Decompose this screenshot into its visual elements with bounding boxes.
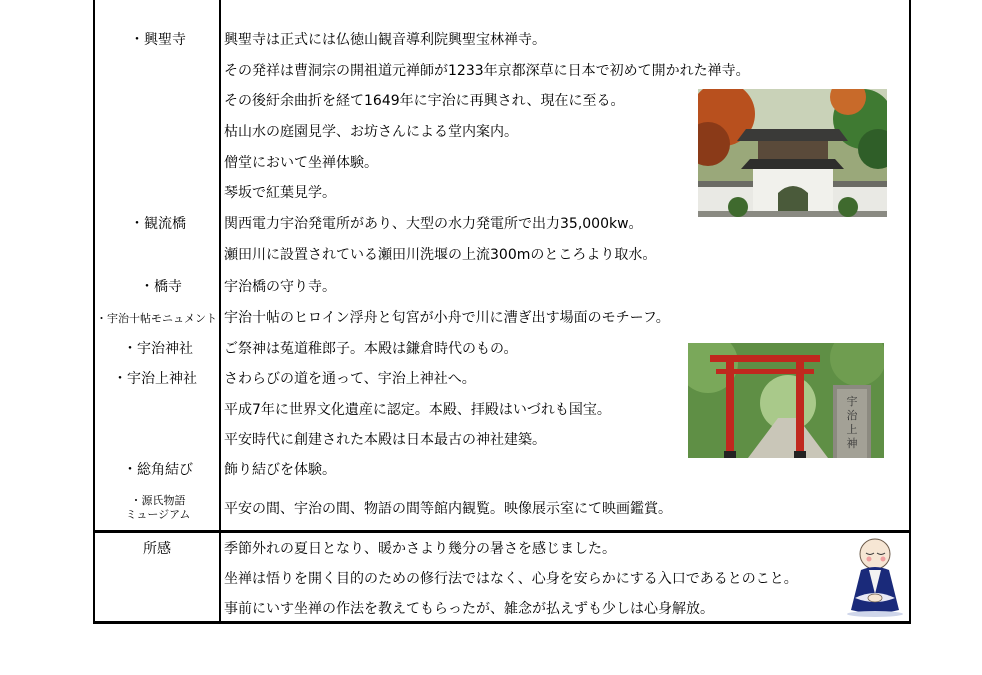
temple-gate-photo [698, 89, 887, 217]
content-line: 関西電力宇治発電所があり、大型の水力発電所で出力35,000kw。 [224, 216, 643, 232]
label-kosho-ji: ・興聖寺 [130, 32, 186, 48]
content-line: 平成7年に世界文化遺産に認定。本殿、拝殿はいづれも国宝。 [224, 402, 611, 418]
content-line: 琴坂で紅葉見学。 [224, 185, 336, 201]
content-line: さわらびの道を通って、宇治上神社へ。 [224, 371, 476, 387]
svg-text:神: 神 [846, 437, 858, 450]
shrine-torii-photo [688, 343, 884, 458]
content-line: 飾り結びを体験。 [224, 462, 336, 478]
content-line: 興聖寺は正式には仏徳山観音導利院興聖宝林禅寺。 [224, 32, 546, 48]
label-kanryu-bashi: ・観流橋 [130, 216, 186, 232]
label-genji-museum-line2: ミュージアム [125, 508, 191, 521]
svg-text:宇: 宇 [846, 395, 858, 408]
content-line: ご祭神は菟道稚郎子。本殿は鎌倉時代のもの。 [224, 341, 518, 357]
label-impressions: 所感 [143, 541, 171, 557]
label-genji-museum-line1: ・源氏物語 [130, 494, 186, 507]
content-line: 瀬田川に設置されている瀬田川洗堰の上流300mのところより取水。 [224, 247, 657, 263]
content-line: その発祥は曹洞宗の開祖道元禅師が1233年京都深草に日本で初めて開かれた禅寺。 [224, 63, 750, 79]
content-line: 平安時代に創建された本殿は日本最古の神社建築。 [224, 432, 546, 448]
section-divider [93, 530, 911, 533]
svg-text:上: 上 [846, 423, 858, 436]
svg-text:治: 治 [846, 409, 858, 422]
label-uji-jinja: ・宇治神社 [123, 341, 193, 357]
impression-line: 季節外れの夏日となり、暖かさより幾分の暑さを感じました。 [224, 541, 616, 557]
label-ujigami-jinja: ・宇治上神社 [113, 371, 197, 387]
monk-illustration [845, 536, 905, 618]
content-line: その後紆余曲折を経て1649年に宇治に再興され、現在に至る。 [224, 93, 625, 109]
impression-line: 坐禅は悟りを開く目的のための修行法ではなく、心身を安らかにする入口であるとのこと。 [224, 571, 798, 587]
content-line: 僧堂において坐禅体験。 [224, 155, 378, 171]
label-agemaki-musubi: ・総角結び [123, 462, 193, 478]
content-line: 宇治橋の守り寺。 [224, 279, 336, 295]
label-genji-museum [110, 494, 206, 522]
content-line: 枯山水の庭園見学、お坊さんによる堂内案内。 [224, 124, 518, 140]
content-line: 宇治十帖のヒロイン浮舟と匂宮が小舟で川に漕ぎ出す場面のモチーフ。 [224, 310, 670, 326]
impression-line: 事前にいす坐禅の作法を教えてもらったが、雑念が払えずも少しは心身解放。 [224, 601, 714, 617]
label-hashidera: ・橋寺 [140, 279, 182, 295]
content-line: 平安の間、宇治の間、物語の間等館内観覧。映像展示室にて映画鑑賞。 [224, 501, 672, 517]
label-uji-jujo-monument: ・宇治十帖モニュメント [96, 312, 217, 325]
